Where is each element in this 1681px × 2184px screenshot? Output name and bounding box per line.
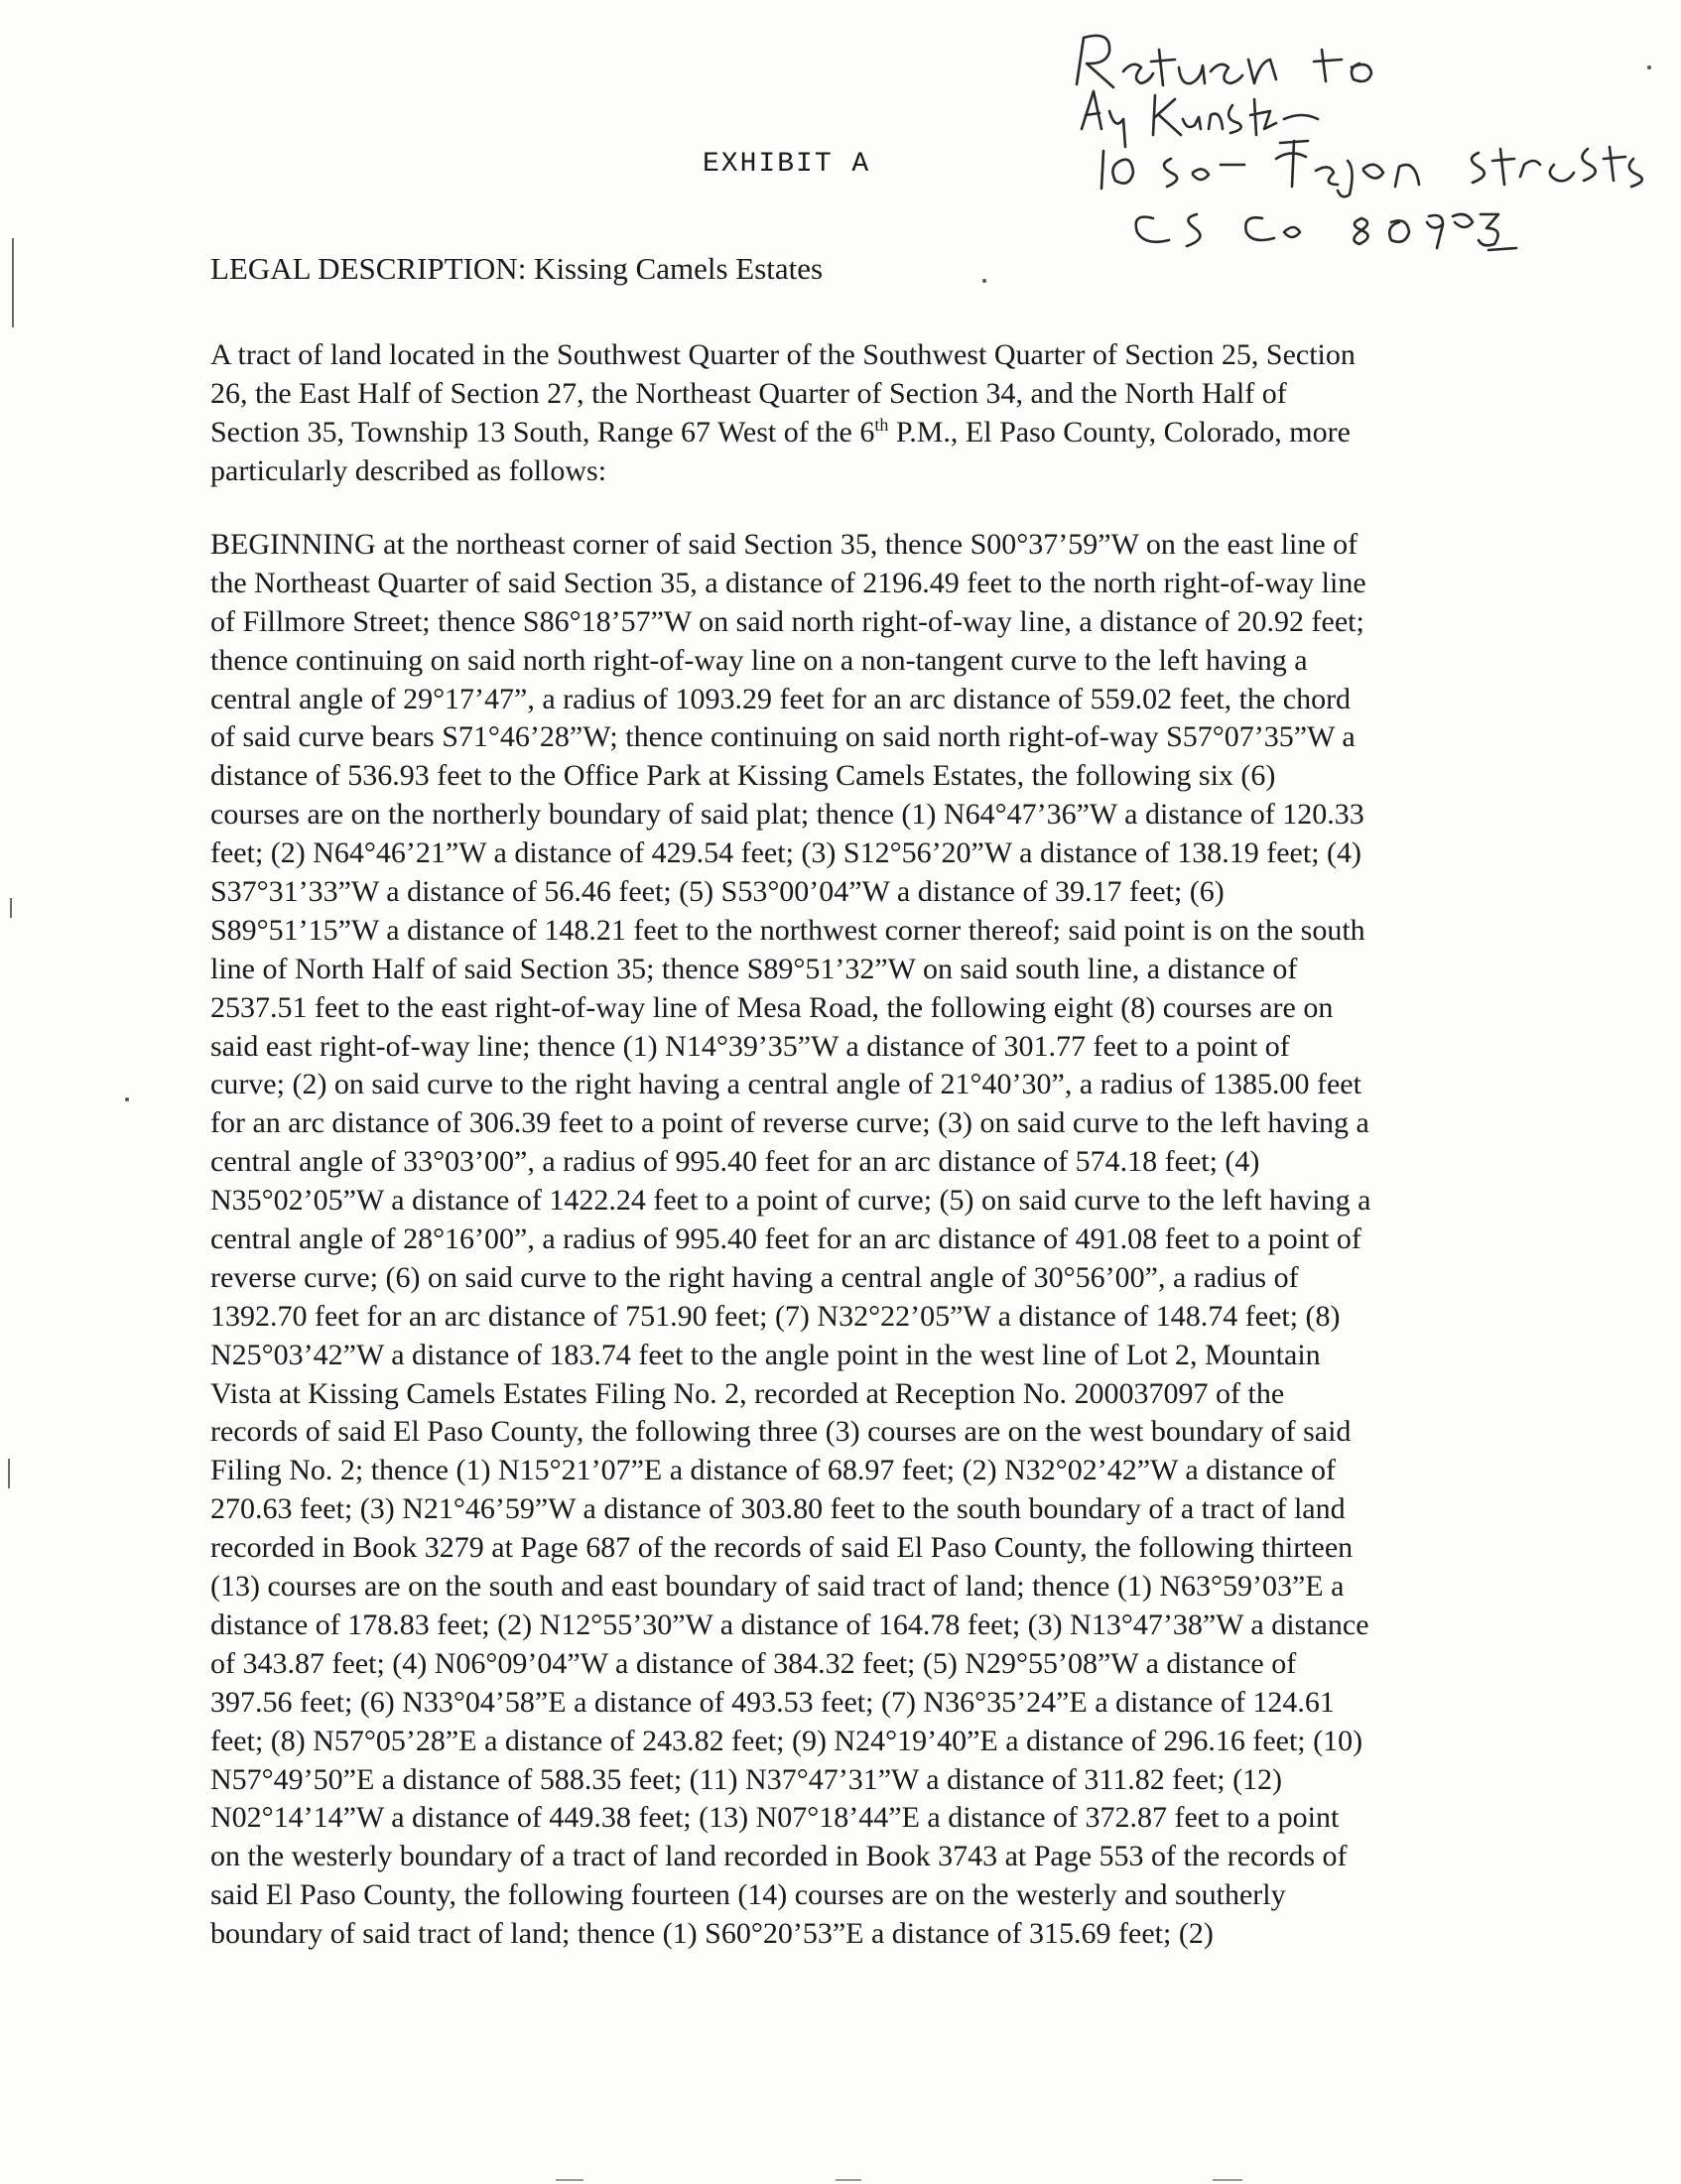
legal-description-heading: LEGAL DESCRIPTION: Kissing Camels Estates <box>210 251 824 286</box>
body-line: central angle of 28°16’00”, a radius of 995.40 feet for an arc distance of 491.08 feet to a point of <box>210 1222 1361 1256</box>
scan-speck <box>1647 65 1651 69</box>
scan-bottom-mark <box>836 2179 861 2181</box>
body-line: N02°14’14”W a distance of 449.38 feet; (13) N07°18’44”E a distance of 372.87 feet to a point <box>210 1801 1340 1835</box>
body-line: feet; (2) N64°46’21”W a distance of 429.54 feet; (3) S12°56’20”W a distance of 138.19 feet; (4) <box>210 836 1362 870</box>
body-line: of Fillmore Street; thence S86°18’57”W on said north right-of-way line, a distance of 20.92 feet; <box>210 604 1364 638</box>
body-line: thence continuing on said north right-of-way line on a non-tangent curve to the left having a <box>210 643 1308 677</box>
scan-bottom-mark <box>1213 2179 1242 2181</box>
body-line: (13) courses are on the south and east boundary of said tract of land; thence (1) N63°59’03”E a <box>210 1570 1345 1604</box>
scan-bottom-mark <box>556 2179 583 2181</box>
body-line: on the westerly boundary of a tract of land recorded in Book 3743 at Page 553 of the records of <box>210 1840 1348 1873</box>
body-line: central angle of 33°03’00”, a radius of 995.40 feet for an arc distance of 574.18 feet; (4) <box>210 1145 1260 1179</box>
legal-description-body <box>210 526 1500 1954</box>
body-line: distance of 536.93 feet to the Office Park at Kissing Camels Estates, the following six (6) <box>210 759 1276 793</box>
body-line: N25°03’42”W a distance of 183.74 feet to the angle point in the west line of Lot 2, Mountain <box>210 1338 1321 1371</box>
body-line: Filing No. 2; thence (1) N15°21’07”E a distance of 68.97 feet; (2) N32°02’42”W a distance of <box>210 1454 1336 1487</box>
body-line: S37°31’33”W a distance of 56.46 feet; (5) S53°00’04”W a distance of 39.17 feet; (6) <box>210 875 1225 909</box>
scan-margin-tick <box>8 1459 10 1488</box>
intro-paragraph <box>210 336 1500 491</box>
body-line: said east right-of-way line; thence (1) N14°39’35”W a distance of 301.77 feet to a point of <box>210 1029 1290 1063</box>
body-line: N57°49’50”E a distance of 588.35 feet; (11) N37°47’31”W a distance of 311.82 feet; (12) <box>210 1762 1283 1796</box>
intro-line <box>210 414 1500 452</box>
intro-line-part: Section 35, Township 13 South, Range 67 West of the 6 <box>210 415 875 449</box>
body-line: BEGINNING at the northeast corner of said Section 35, thence S00°37’59”W on the east line of <box>210 528 1358 561</box>
body-line: boundary of said tract of land; thence (1) S60°20’53”E a distance of 315.69 feet; (2) <box>210 1917 1214 1951</box>
ordinal-superscript: th <box>874 414 889 435</box>
body-line: 270.63 feet; (3) N21°46’59”W a distance of 303.80 feet to the south boundary of a tract of land <box>210 1492 1346 1526</box>
intro-line: A tract of land located in the Southwest Quarter of the Southwest Quarter of Section 25, Section <box>210 338 1356 371</box>
body-line: Vista at Kissing Camels Estates Filing No. 2, recorded at Reception No. 200037097 of the <box>210 1376 1285 1410</box>
intro-line: 26, the East Half of Section 27, the Northeast Quarter of Section 34, and the North Half of <box>210 376 1287 410</box>
scan-speck <box>125 1097 129 1101</box>
body-line: S89°51’15”W a distance of 148.21 feet to the northwest corner thereof; said point is on the south <box>210 913 1365 947</box>
body-line: courses are on the northerly boundary of said plat; thence (1) N64°47’36”W a distance of 120.33 <box>210 798 1364 832</box>
body-line: reverse curve; (6) on said curve to the right having a central angle of 30°56’00”, a radius of <box>210 1260 1299 1294</box>
scan-margin-tick <box>10 898 12 918</box>
body-line: distance of 178.83 feet; (2) N12°55’30”W a distance of 164.78 feet; (3) N13°47’38”W a distance <box>210 1607 1369 1641</box>
exhibit-title: EXHIBIT A <box>703 149 871 180</box>
body-line: N35°02’05”W a distance of 1422.24 feet to a point of curve; (5) on said curve to the left having a <box>210 1184 1371 1218</box>
body-line: 1392.70 feet for an arc distance of 751.90 feet; (7) N32°22’05”W a distance of 148.74 feet; (8) <box>210 1299 1341 1333</box>
body-line: recorded in Book 3279 at Page 687 of the records of said El Paso County, the following thirteen <box>210 1531 1354 1565</box>
body-line: curve; (2) on said curve to the right having a central angle of 21°40’30”, a radius of 1385.00 feet <box>210 1068 1361 1101</box>
body-line: for an arc distance of 306.39 feet to a point of reverse curve; (3) on said curve to the left having a <box>210 1106 1369 1140</box>
body-line: the Northeast Quarter of said Section 35, a distance of 2196.49 feet to the north right-of-way line <box>210 566 1366 599</box>
scan-speck <box>982 279 986 283</box>
body-line: line of North Half of said Section 35; thence S89°51’32”W on said south line, a distance of <box>210 952 1298 985</box>
body-line: of 343.87 feet; (4) N06°09’04”W a distance of 384.32 feet; (5) N29°55’08”W a distance of <box>210 1646 1297 1680</box>
body-line: 2537.51 feet to the east right-of-way line of Mesa Road, the following eight (8) courses are on <box>210 990 1334 1024</box>
body-line: feet; (8) N57°05’28”E a distance of 243.82 feet; (9) N24°19’40”E a distance of 296.16 feet; (10) <box>210 1724 1363 1757</box>
intro-line: particularly described as follows: <box>210 453 607 487</box>
intro-line-part: P.M., El Paso County, Colorado, more <box>888 415 1351 449</box>
body-line: central angle of 29°17’47”, a radius of 1093.29 feet for an arc distance of 559.02 feet, the chord <box>210 682 1352 715</box>
body-line: said El Paso County, the following fourteen (14) courses are on the westerly and southerly <box>210 1878 1286 1912</box>
body-line: of said curve bears S71°46’28”W; thence continuing on said north right-of-way S57°07’35”W a <box>210 720 1356 754</box>
body-line: 397.56 feet; (6) N33°04’58”E a distance of 493.53 feet; (7) N36°35’24”E a distance of 124.61 <box>210 1685 1335 1719</box>
body-line: records of said El Paso County, the following three (3) courses are on the west boundary of said <box>210 1415 1352 1449</box>
handwritten-return-note <box>1072 20 1667 258</box>
scan-margin-line <box>12 238 14 327</box>
